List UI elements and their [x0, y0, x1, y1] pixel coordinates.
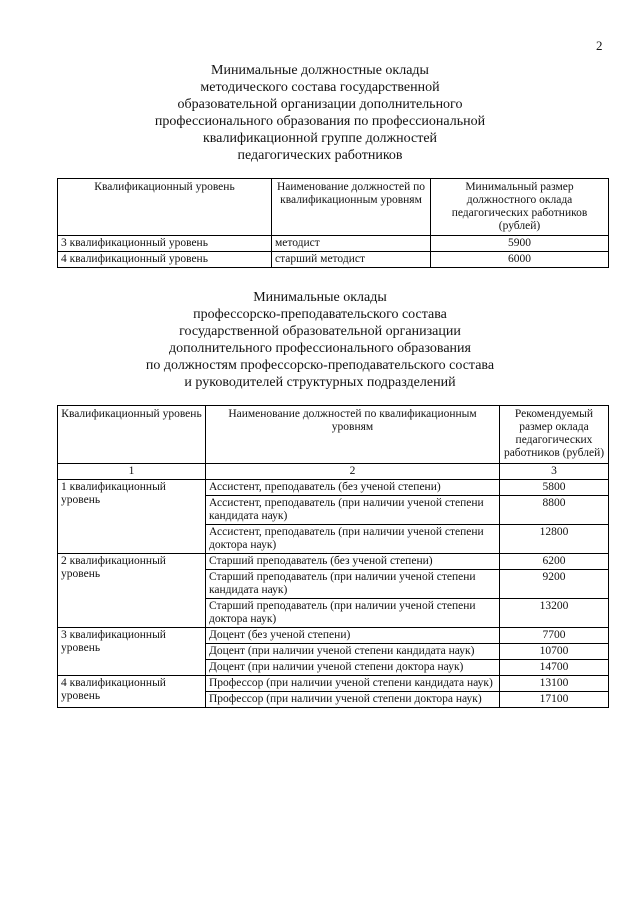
- section2-title-line: Минимальные оклады: [253, 290, 387, 305]
- section1-title-line: педагогических работников: [237, 148, 403, 163]
- header-position-name: Наименование должностей по квалификационным уровням: [272, 179, 431, 236]
- cell-salary: 8800: [500, 496, 609, 525]
- cell-salary: 14700: [500, 660, 609, 676]
- cell-salary: 12800: [500, 525, 609, 554]
- header-qualification-level: Квалификационный уровень: [58, 179, 272, 236]
- table-row: [58, 554, 609, 570]
- cell-position: Старший преподаватель (при наличии ученой степени кандидата наук): [206, 570, 500, 599]
- header-position-name: Наименование должностей по квалификационным уровням: [206, 406, 500, 464]
- teaching-staff-table: [57, 405, 609, 708]
- section1-title-line: квалификационной группе должностей: [202, 131, 438, 146]
- methodical-staff-table: [57, 178, 609, 268]
- table-row: [58, 676, 609, 692]
- cell-salary: 13200: [500, 599, 609, 628]
- cell-position: методист: [272, 236, 431, 252]
- cell-level: 3 квалификационный уровень: [58, 628, 206, 676]
- cell-salary: 7700: [500, 628, 609, 644]
- cell-position: Ассистент, преподаватель (при наличии ученой степени доктора наук): [206, 525, 500, 554]
- column-index: 3: [500, 464, 609, 480]
- cell-position: Доцент (при наличии ученой степени кандидата наук): [206, 644, 500, 660]
- section2-title-line: и руководителей структурных подразделений: [184, 375, 456, 390]
- header-recommended-salary: Рекомендуемый размер оклада педагогических работников (рублей): [500, 406, 609, 464]
- cell-level: 4 квалификационный уровень: [58, 676, 206, 708]
- column-index: 1: [58, 464, 206, 480]
- column-index: 2: [206, 464, 500, 480]
- column-index-row: [58, 464, 609, 480]
- cell-position: Ассистент, преподаватель (при наличии ученой степени кандидата наук): [206, 496, 500, 525]
- cell-position: Профессор (при наличии ученой степени доктора наук): [206, 692, 500, 708]
- cell-position: Старший преподаватель (без ученой степени): [206, 554, 500, 570]
- table-header-row: [58, 406, 609, 464]
- table-row: [58, 480, 609, 496]
- cell-salary: 13100: [500, 676, 609, 692]
- cell-position: Доцент (без ученой степени): [206, 628, 500, 644]
- table-row: [58, 628, 609, 644]
- section1-title-line: методического состава государственной: [200, 80, 440, 95]
- header-qualification-level: Квалификационный уровень: [58, 406, 206, 464]
- cell-position: Старший преподаватель (при наличии ученой степени доктора наук): [206, 599, 500, 628]
- cell-level: 1 квалификационный уровень: [58, 480, 206, 554]
- cell-salary: 10700: [500, 644, 609, 660]
- cell-salary: 5900: [431, 236, 609, 252]
- cell-level: 2 квалификационный уровень: [58, 554, 206, 628]
- table-header-row: [58, 179, 609, 236]
- cell-position: Профессор (при наличии ученой степени кандидата наук): [206, 676, 500, 692]
- cell-salary: 6000: [431, 252, 609, 268]
- cell-salary: 9200: [500, 570, 609, 599]
- section1-title: [0, 62, 640, 164]
- cell-salary: 17100: [500, 692, 609, 708]
- section2-title-line: государственной образовательной организации: [179, 324, 461, 339]
- section1-title-line: образовательной организации дополнительного: [177, 97, 463, 112]
- page-number: 2: [596, 38, 603, 53]
- table-row: [58, 252, 609, 268]
- cell-position: Ассистент, преподаватель (без ученой степени): [206, 480, 500, 496]
- section2-title: [0, 289, 640, 391]
- cell-position: Доцент (при наличии ученой степени доктора наук): [206, 660, 500, 676]
- section1-title-line: профессионального образования по профессиональной: [154, 114, 486, 129]
- section2-title-line: профессорско-преподавательского состава: [193, 307, 447, 322]
- section1-title-line: Минимальные должностные оклады: [211, 63, 429, 78]
- section2-title-line: по должностям профессорско-преподавательского состава: [145, 358, 495, 373]
- section2-title-line: дополнительного профессионального образования: [169, 341, 471, 356]
- cell-position: старший методист: [272, 252, 431, 268]
- table-row: [58, 236, 609, 252]
- cell-level: 3 квалификационный уровень: [58, 236, 272, 252]
- cell-salary: 6200: [500, 554, 609, 570]
- cell-level: 4 квалификационный уровень: [58, 252, 272, 268]
- header-min-salary: Минимальный размер должностного оклада педагогических работников (рублей): [431, 179, 609, 236]
- cell-salary: 5800: [500, 480, 609, 496]
